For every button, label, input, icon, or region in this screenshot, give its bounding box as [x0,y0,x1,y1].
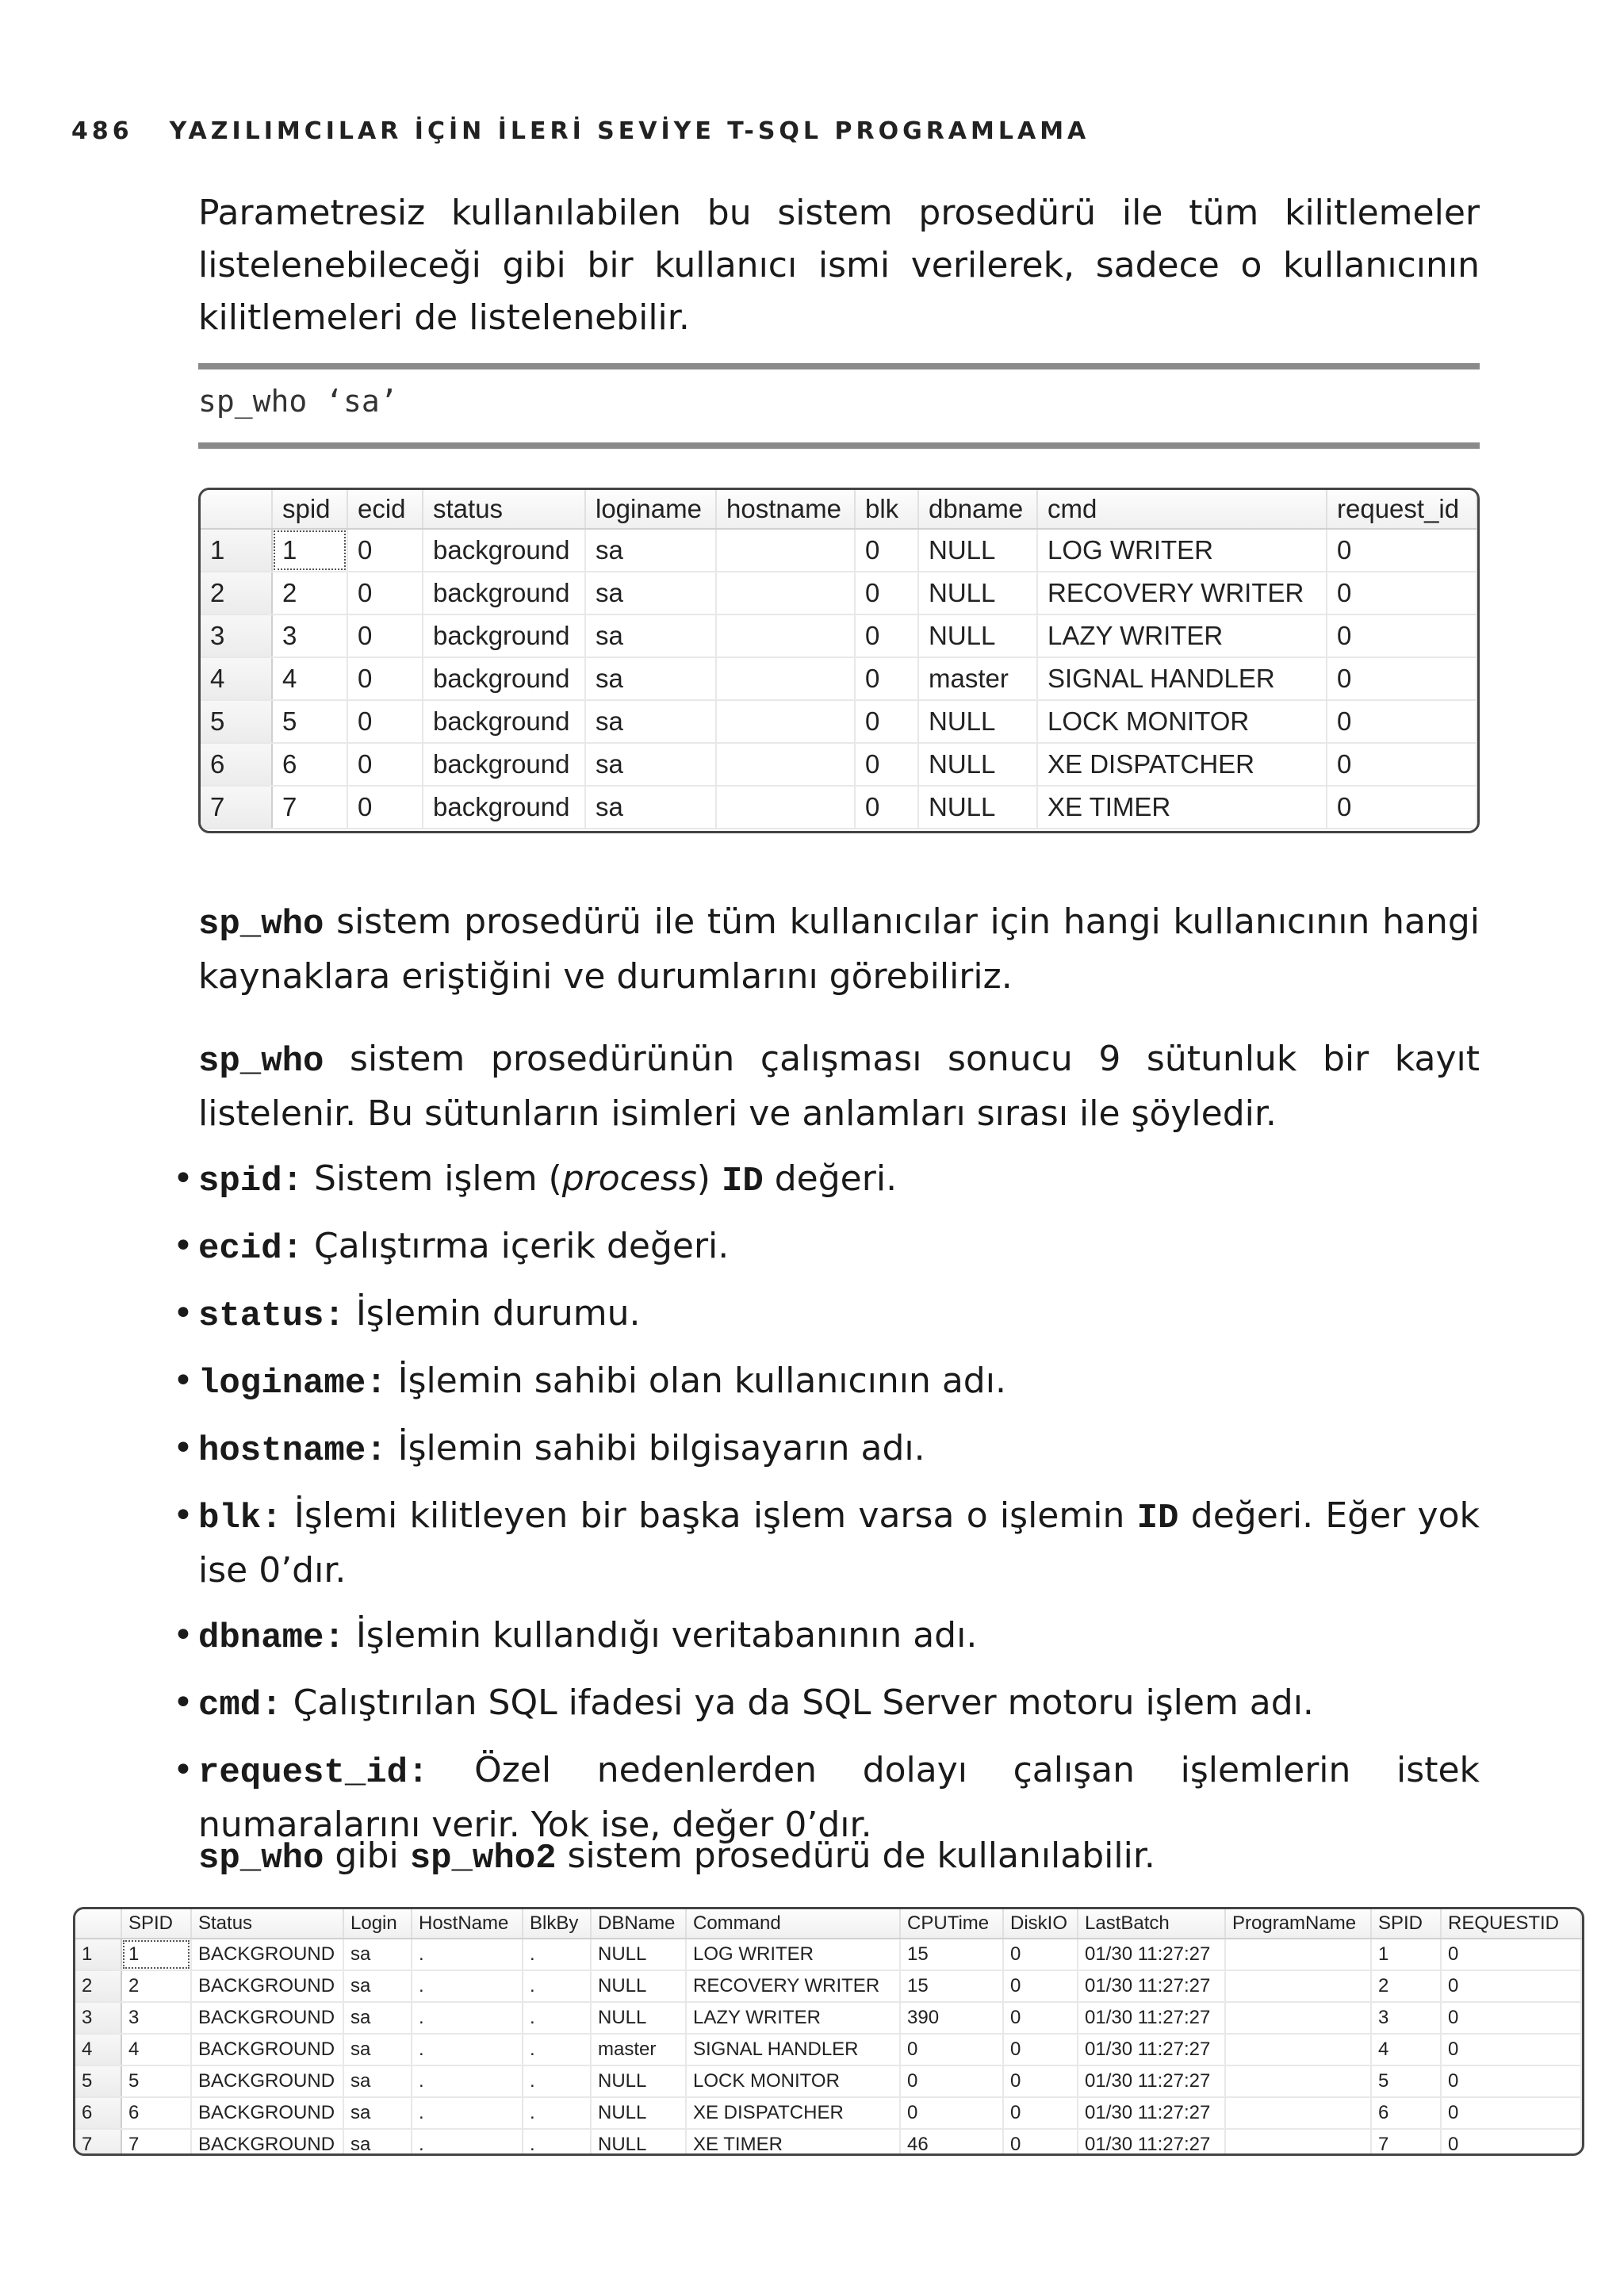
column-header[interactable]: Login [343,1909,412,1939]
table-cell[interactable] [716,743,855,786]
table-cell[interactable]: 01/30 11:27:27 [1078,2097,1225,2129]
intro-paragraph: Parametresiz kullanılabilen bu sistem prosedürü ile tüm kilitlemeler listelenebileceği gibi bir kullanıcı ismi verilerek, sadece o kullanıcının kilitlemeleri de listelenebilir. [198,193,1480,338]
description-text: değeri. [763,1158,898,1199]
table-cell[interactable]: . [412,2034,523,2065]
table-cell[interactable]: NULL [591,1939,686,1970]
table-cell[interactable]: 0 [347,743,423,786]
table-row[interactable] [201,529,1477,572]
column-header[interactable]: dbname [918,490,1037,529]
column-header[interactable]: REQUESTID [1441,1909,1581,1939]
table-cell[interactable]: . [523,2034,591,2065]
table-cell[interactable]: . [523,2097,591,2129]
table-cell[interactable]: 5 [272,700,347,743]
table-cell[interactable] [716,786,855,829]
emphasis-text: process [561,1158,697,1199]
table-cell[interactable]: 0 [855,743,918,786]
paragraph-text: sistem prosedürünün çalışması sonucu 9 sütunluk bir kayıt listelenir. Bu sütunların isimleri ve anlamları sırası ile şöyledir. [198,1039,1480,1134]
row-number-cell[interactable]: 4 [75,2034,121,2065]
table-cell[interactable]: 01/30 11:27:27 [1078,2002,1225,2034]
table-cell[interactable]: 4 [272,657,347,700]
row-number-cell[interactable]: 6 [75,2097,121,2129]
column-header[interactable] [75,1909,121,1939]
bullet-marker: • [173,1293,193,1334]
table-cell[interactable]: 0 [1327,572,1477,614]
table-cell[interactable]: sa [343,2065,412,2097]
inline-code: ID [1136,1499,1179,1538]
column-term: loginame: [198,1364,387,1403]
paragraph-sp-who-intro [198,896,1480,1003]
table-cell[interactable]: 0 [900,2065,1003,2097]
column-term: dbname: [198,1618,345,1658]
paragraph-text: sistem prosedürü de kullanılabilir. [556,1836,1155,1876]
table-cell[interactable]: 01/30 11:27:27 [1078,2034,1225,2065]
description-text: Çalıştırma içerik değeri. [303,1226,730,1266]
row-number-cell[interactable]: 7 [201,786,272,829]
table-cell[interactable]: 0 [347,700,423,743]
table-cell[interactable]: 01/30 11:27:27 [1078,2065,1225,2097]
table-cell[interactable]: 0 [1003,1970,1078,2002]
table-cell[interactable]: background [423,529,585,572]
column-header[interactable]: SPID [121,1909,191,1939]
table-cell[interactable]: 4 [121,2034,191,2065]
sp-who-result-grid [198,488,1480,833]
description-text: Özel nedenlerden dolayı çalışan işlemlerin istek numaralarını verir. Yok ise, değer 0’dır. [198,1750,1480,1845]
column-header[interactable]: BlkBy [523,1909,591,1939]
column-header[interactable]: status [423,490,585,529]
description-text: İşlemi kilitleyen bir başka işlem varsa o işlemin [282,1495,1137,1536]
table-cell[interactable]: NULL [918,529,1037,572]
table-row[interactable] [201,700,1477,743]
row-number-cell[interactable]: 7 [75,2129,121,2156]
row-number-cell[interactable]: 2 [75,1970,121,2002]
table-cell[interactable]: LOCK MONITOR [686,2065,900,2097]
table-cell[interactable]: 01/30 11:27:27 [1078,1939,1225,1970]
row-number-cell[interactable]: 6 [201,743,272,786]
table-cell[interactable]: NULL [918,743,1037,786]
table-cell[interactable]: LOCK MONITOR [1037,700,1327,743]
description-text: İşlemin sahibi olan kullanıcının adı. [386,1361,1006,1401]
list-item [173,1677,1480,1732]
inline-code: sp_who2 [409,1839,557,1878]
table-cell[interactable]: 0 [1003,1939,1078,1970]
paragraph-text: gibi [324,1836,410,1876]
list-item [173,1153,1480,1208]
table-cell[interactable] [716,657,855,700]
table-cell[interactable]: 1 [121,1939,191,1970]
table-cell[interactable]: . [412,2129,523,2156]
table-cell[interactable]: 2 [272,572,347,614]
sp-who2-result-grid [73,1907,1584,2156]
table-cell[interactable]: 7 [272,786,347,829]
book-title: YAZILIMCILAR İÇİN İLERİ SEVİYE T-SQL PROGRAMLAMA [169,117,1090,145]
table-cell[interactable]: sa [585,614,716,657]
column-header[interactable]: request_id [1327,490,1477,529]
table-cell[interactable]: 7 [121,2129,191,2156]
table-cell[interactable]: 0 [1327,743,1477,786]
table-cell[interactable]: 0 [347,614,423,657]
table-cell[interactable] [716,614,855,657]
table-cell[interactable] [716,700,855,743]
table-cell[interactable]: . [412,1970,523,2002]
code-rule-bottom [198,442,1480,449]
table-cell[interactable]: 15 [900,1970,1003,2002]
table-cell[interactable]: SIGNAL HANDLER [686,2034,900,2065]
column-header[interactable]: loginame [585,490,716,529]
table-cell[interactable]: 0 [347,786,423,829]
column-header[interactable]: CPUTime [900,1909,1003,1939]
table-cell[interactable]: 3 [272,614,347,657]
table-cell[interactable]: 1 [1371,1939,1441,1970]
table-cell[interactable]: 2 [1371,1970,1441,2002]
table-cell[interactable]: NULL [591,2129,686,2156]
table-cell[interactable]: sa [585,529,716,572]
table-cell[interactable]: . [523,2065,591,2097]
table-cell[interactable]: 5 [121,2065,191,2097]
column-term: spid: [198,1162,304,1201]
row-number-cell[interactable]: 2 [201,572,272,614]
table-cell[interactable]: sa [343,1970,412,2002]
table-cell[interactable]: sa [585,743,716,786]
table-cell[interactable]: background [423,572,585,614]
table-row[interactable] [201,743,1477,786]
table-cell[interactable] [716,572,855,614]
column-header[interactable]: DBName [591,1909,686,1939]
code-example: sp_who ‘sa’ [198,384,398,419]
table-cell[interactable]: . [523,1970,591,2002]
table-cell[interactable]: sa [343,2034,412,2065]
table-cell[interactable] [716,529,855,572]
table-cell[interactable]: 0 [1441,1970,1581,2002]
column-header[interactable] [201,490,272,529]
bullet-marker: • [173,1428,193,1468]
table-cell[interactable] [1225,2002,1371,2034]
column-term: cmd: [198,1686,282,1725]
column-header[interactable]: ProgramName [1225,1909,1371,1939]
table-row[interactable] [75,2034,1581,2065]
table-cell[interactable]: 0 [1441,1939,1581,1970]
row-number-cell[interactable]: 3 [75,2002,121,2034]
table-cell[interactable]: BACKGROUND [191,2097,343,2129]
column-header[interactable]: hostname [716,490,855,529]
table-cell[interactable]: BACKGROUND [191,1970,343,2002]
bullet-marker: • [173,1683,193,1723]
table-cell[interactable]: 0 [855,786,918,829]
description-text: Sistem işlem ( [303,1158,562,1199]
bullet-marker: • [173,1158,193,1199]
column-term: request_id: [198,1753,429,1793]
table-cell[interactable]: 0 [855,657,918,700]
column-description-list [173,1153,1480,1864]
list-item [173,1490,1480,1597]
table-cell[interactable]: 7 [1371,2129,1441,2156]
table-cell[interactable]: . [523,2129,591,2156]
column-header[interactable]: blk [855,490,918,529]
list-item [173,1288,1480,1342]
list-item [173,1422,1480,1477]
table-cell[interactable]: 01/30 11:27:27 [1078,2129,1225,2156]
table-cell[interactable]: 15 [900,1939,1003,1970]
table-cell[interactable]: 01/30 11:27:27 [1078,1970,1225,2002]
column-header[interactable]: cmd [1037,490,1327,529]
table-cell[interactable]: 6 [1371,2097,1441,2129]
table-cell[interactable]: XE DISPATCHER [1037,743,1327,786]
table-cell[interactable]: XE DISPATCHER [686,2097,900,2129]
column-header[interactable]: SPID [1371,1909,1441,1939]
row-number-cell[interactable]: 4 [201,657,272,700]
paragraph-sp-who-columns [198,1033,1480,1140]
table-cell[interactable]: 4 [1371,2034,1441,2065]
description-text: İşlemin sahibi bilgisayarın adı. [386,1428,925,1468]
description-text: ) [696,1158,722,1199]
running-header [71,117,1090,145]
description-text: İşlemin kullandığı veritabanının adı. [344,1615,978,1656]
column-header[interactable]: DiskIO [1003,1909,1078,1939]
table-row[interactable] [75,1939,1581,1970]
row-number-cell[interactable]: 1 [75,1939,121,1970]
table-row[interactable] [201,657,1477,700]
table-cell[interactable] [1225,2034,1371,2065]
table-cell[interactable]: 6 [272,743,347,786]
table-row[interactable] [75,2129,1581,2156]
table-cell[interactable]: 0 [900,2097,1003,2129]
table-cell[interactable]: 0 [1441,2065,1581,2097]
table-cell[interactable]: 2 [121,1970,191,2002]
list-item [173,1220,1480,1275]
table-cell[interactable]: master [918,657,1037,700]
bullet-marker: • [173,1226,193,1266]
table-cell[interactable]: sa [343,1939,412,1970]
bullet-marker: • [173,1750,193,1790]
table-cell[interactable]: NULL [591,1970,686,2002]
table-cell[interactable]: 0 [1003,2097,1078,2129]
table-cell[interactable]: 0 [1003,2129,1078,2156]
table-cell[interactable]: sa [343,2002,412,2034]
table-cell[interactable]: NULL [918,700,1037,743]
description-text: Çalıştırılan SQL ifadesi ya da SQL Server motoru işlem adı. [282,1683,1314,1723]
column-header[interactable]: Command [686,1909,900,1939]
table-cell[interactable]: . [523,2002,591,2034]
table-cell[interactable]: BACKGROUND [191,2002,343,2034]
page-number: 486 [71,117,133,145]
table-cell[interactable]: 0 [1441,2002,1581,2034]
column-header[interactable]: HostName [412,1909,523,1939]
code-rule-top [198,363,1480,369]
table-cell[interactable]: 0 [1327,614,1477,657]
table-cell[interactable]: background [423,700,585,743]
table-cell[interactable]: background [423,786,585,829]
table-cell[interactable]: 0 [855,572,918,614]
table-cell[interactable]: NULL [918,572,1037,614]
table-cell[interactable] [1225,2065,1371,2097]
table-cell[interactable]: BACKGROUND [191,2034,343,2065]
sp-who2-result-table [75,1909,1582,2156]
table-cell[interactable]: 0 [1003,2065,1078,2097]
column-header[interactable]: Status [191,1909,343,1939]
table-row[interactable] [75,2097,1581,2129]
table-cell[interactable]: . [412,1939,523,1970]
table-cell[interactable]: 0 [347,529,423,572]
table-row[interactable] [75,2002,1581,2034]
inline-code: sp_who [198,905,324,944]
table-cell[interactable]: RECOVERY WRITER [1037,572,1327,614]
row-number-cell[interactable]: 5 [201,700,272,743]
paragraph-sp-who2 [198,1830,1480,1885]
table-header-row [201,490,1477,529]
paragraph-text: sistem prosedürü ile tüm kullanıcılar için hangi kullanıcının hangi kaynaklara eriştiğini ve durumlarını görebiliriz. [198,902,1480,997]
column-term: hostname: [198,1431,387,1471]
list-item [173,1610,1480,1664]
table-cell[interactable]: 0 [1327,657,1477,700]
table-cell[interactable]: 0 [1441,2034,1581,2065]
table-row[interactable] [75,1970,1581,2002]
table-cell[interactable]: 0 [1327,700,1477,743]
list-item [173,1355,1480,1410]
table-cell[interactable]: BACKGROUND [191,2129,343,2156]
inline-code: sp_who [198,1839,324,1878]
table-header-row [75,1909,1581,1939]
table-cell[interactable]: sa [585,786,716,829]
table-cell[interactable]: NULL [591,2065,686,2097]
table-cell[interactable]: XE TIMER [686,2129,900,2156]
table-cell[interactable]: 5 [1371,2065,1441,2097]
row-number-cell[interactable]: 5 [75,2065,121,2097]
table-cell[interactable]: background [423,614,585,657]
table-cell[interactable]: sa [343,2129,412,2156]
table-cell[interactable]: 0 [347,657,423,700]
table-cell[interactable]: NULL [918,786,1037,829]
column-header[interactable]: LastBatch [1078,1909,1225,1939]
table-cell[interactable]: 0 [1003,2034,1078,2065]
description-text: değeri. Eğer yok ise 0’dır. [198,1495,1480,1591]
sp-who-result-table [201,490,1477,829]
table-cell[interactable]: background [423,657,585,700]
table-cell[interactable] [1225,2129,1371,2156]
table-cell[interactable]: 0 [1327,529,1477,572]
table-cell[interactable]: 3 [1371,2002,1441,2034]
table-cell[interactable]: sa [585,657,716,700]
row-number-cell[interactable]: 1 [201,529,272,572]
table-cell[interactable]: background [423,743,585,786]
table-cell[interactable]: 0 [347,572,423,614]
table-cell[interactable]: 6 [121,2097,191,2129]
table-cell[interactable]: 0 [1441,2129,1581,2156]
table-cell[interactable] [1225,1970,1371,2002]
table-row[interactable] [201,614,1477,657]
table-row[interactable] [75,2065,1581,2097]
table-cell[interactable]: BACKGROUND [191,1939,343,1970]
column-term: ecid: [198,1229,304,1269]
table-cell[interactable]: RECOVERY WRITER [686,1970,900,2002]
table-cell[interactable]: 0 [900,2034,1003,2065]
table-cell[interactable]: 46 [900,2129,1003,2156]
table-cell[interactable] [1225,2097,1371,2129]
table-cell[interactable]: . [412,2097,523,2129]
table-cell[interactable]: . [412,2002,523,2034]
bullet-marker: • [173,1615,193,1656]
table-cell[interactable]: LAZY WRITER [686,2002,900,2034]
table-cell[interactable]: LOG WRITER [1037,529,1327,572]
column-header[interactable]: spid [272,490,347,529]
bullet-marker: • [173,1361,193,1401]
table-cell[interactable]: NULL [918,614,1037,657]
table-cell[interactable]: sa [585,572,716,614]
description-text: İşlemin durumu. [344,1293,641,1334]
bullet-marker: • [173,1495,193,1536]
table-cell[interactable]: NULL [591,2002,686,2034]
table-cell[interactable]: SIGNAL HANDLER [1037,657,1327,700]
table-cell[interactable]: . [412,2065,523,2097]
table-cell[interactable]: sa [343,2097,412,2129]
column-term: blk: [198,1499,282,1538]
table-cell[interactable]: BACKGROUND [191,2065,343,2097]
table-cell[interactable]: 0 [1327,786,1477,829]
table-cell[interactable]: 0 [855,614,918,657]
table-cell[interactable]: sa [585,700,716,743]
table-row[interactable] [201,572,1477,614]
table-cell[interactable]: 0 [855,700,918,743]
table-cell[interactable]: 0 [1003,2002,1078,2034]
table-row[interactable] [201,786,1477,829]
table-cell[interactable]: XE TIMER [1037,786,1327,829]
inline-code: ID [721,1162,764,1201]
row-number-cell[interactable]: 3 [201,614,272,657]
column-header[interactable]: ecid [347,490,423,529]
table-cell[interactable]: . [523,1939,591,1970]
table-cell[interactable]: 1 [272,529,347,572]
table-cell[interactable]: LAZY WRITER [1037,614,1327,657]
table-cell[interactable]: master [591,2034,686,2065]
inline-code: sp_who [198,1042,324,1081]
table-cell[interactable]: LOG WRITER [686,1939,900,1970]
column-term: status: [198,1296,345,1336]
table-cell[interactable]: 0 [855,529,918,572]
table-cell[interactable]: 3 [121,2002,191,2034]
table-cell[interactable]: 0 [1441,2097,1581,2129]
table-cell[interactable]: NULL [591,2097,686,2129]
table-cell[interactable]: 390 [900,2002,1003,2034]
table-cell[interactable] [1225,1939,1371,1970]
